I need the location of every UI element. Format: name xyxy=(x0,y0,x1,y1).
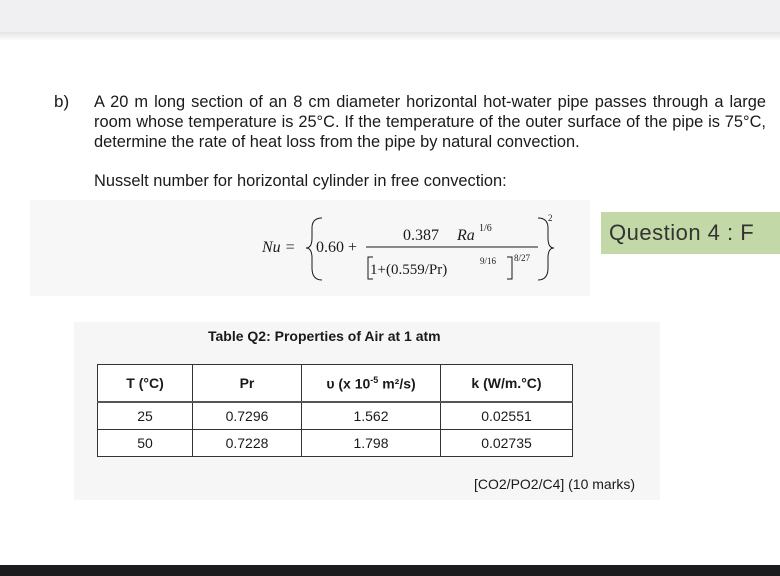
nusselt-label: Nusselt number for horizontal cylinder in free convection: xyxy=(94,172,507,190)
table-header-row xyxy=(98,365,573,403)
formula-constant: 0.60 + xyxy=(316,239,358,256)
question-label: b) xyxy=(54,92,70,111)
cell-conductivity: 0.02551 xyxy=(441,402,573,430)
question-paragraph: A 20 m long section of an 8 cm diameter horizontal hot-water pipe passes through a large room whose temperature is 25°C. If the temperature of the outer surface of the pipe is 75°C, determine the rate of heat loss from the pipe by natural convection. xyxy=(94,93,766,151)
formula-panel xyxy=(30,200,590,296)
cell-temperature: 25 xyxy=(98,402,193,430)
question-4-badge[interactable]: Question 4 : F xyxy=(601,212,780,254)
formula-inner-exponent: 9/16 xyxy=(480,256,497,266)
marks-allocation: [CO2/PO2/C4] (10 marks) xyxy=(474,476,636,492)
header-conductivity: k (W/m.°C) xyxy=(441,365,573,403)
header-viscosity-prefix: (x 10 xyxy=(338,375,371,392)
formula-denominator: 1+(0.559/Pr) xyxy=(370,262,448,278)
top-bar xyxy=(0,0,780,32)
cell-temperature: 50 xyxy=(98,430,193,457)
bottom-bar xyxy=(0,565,780,576)
header-viscosity xyxy=(302,365,441,403)
nusselt-formula xyxy=(30,200,590,296)
cell-conductivity: 0.02735 xyxy=(441,430,573,457)
formula-ra-exponent: 1/6 xyxy=(479,223,492,234)
table-caption: Table Q2: Properties of Air at 1 atm xyxy=(208,328,441,344)
formula-outer-exponent: 8/27 xyxy=(514,253,531,263)
right-brace xyxy=(538,218,554,280)
right-bracket xyxy=(507,257,512,279)
header-viscosity-unit: m²/s) xyxy=(382,375,416,392)
cell-prandtl: 0.7228 xyxy=(193,430,302,457)
formula-square-exponent: 2 xyxy=(548,213,553,223)
table-row xyxy=(98,402,573,430)
cell-viscosity: 1.562 xyxy=(302,402,441,430)
table-row xyxy=(98,430,573,457)
formula-lhs: Nu = xyxy=(262,239,296,256)
cell-viscosity: 1.798 xyxy=(302,430,441,457)
top-bar-shadow xyxy=(0,32,780,41)
formula-numerator: 0.387 xyxy=(403,227,439,244)
cell-prandtl: 0.7296 xyxy=(193,402,302,430)
nu-symbol: υ xyxy=(326,375,335,392)
nu-exponent: -5 xyxy=(370,374,379,385)
formula-ra-symbol: Ra xyxy=(457,227,475,244)
header-prandtl: Pr xyxy=(193,365,302,403)
air-properties-table xyxy=(97,364,573,457)
header-temperature: T (°C) xyxy=(98,365,193,403)
